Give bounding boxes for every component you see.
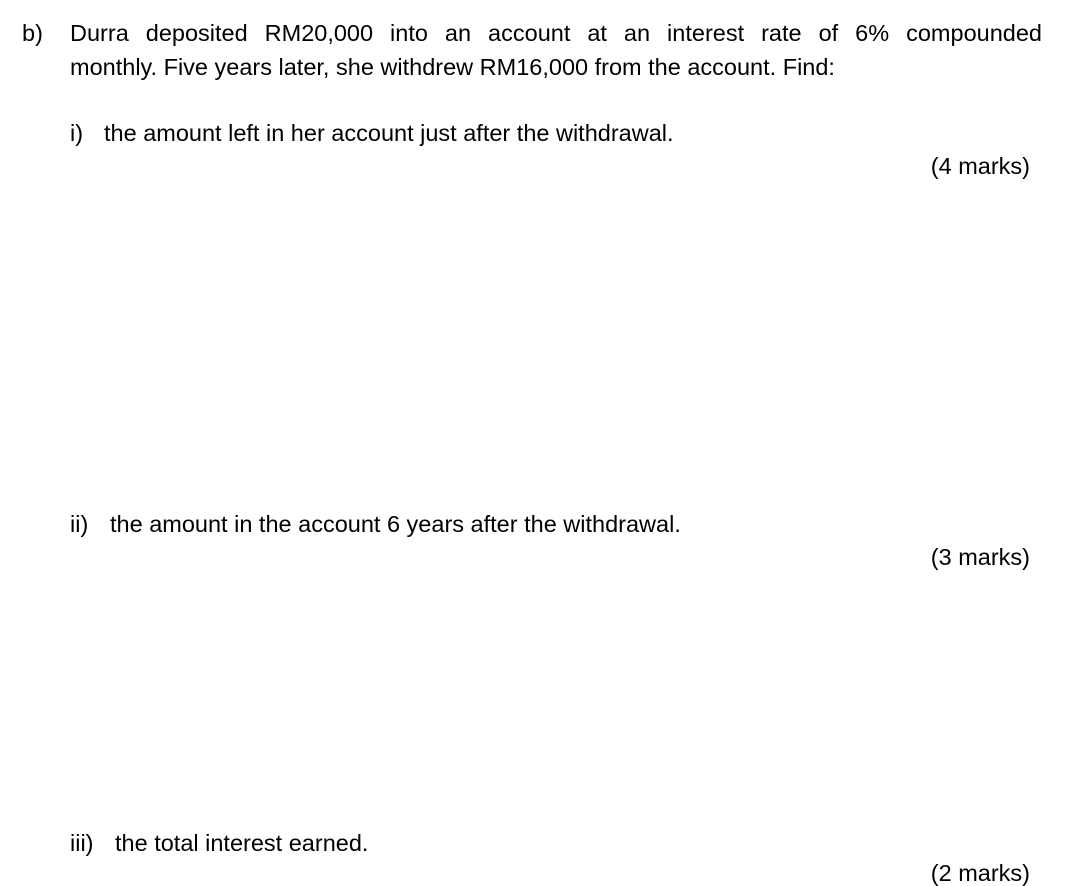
part-label: ii) [70,511,89,537]
part-text: the amount in the account 6 years after the withdrawal. [110,511,681,537]
part-label: iii) [70,830,94,856]
question-stem-line-2: monthly. Five years later, she withdrew RM16,000 from the account. Find: [70,54,835,80]
question-stem-line-1: Durra deposited RM20,000 into an account at an interest rate of 6% compounded [70,20,1042,46]
marks-label: (2 marks) [930,860,1030,886]
marks-label: (3 marks) [930,544,1030,570]
marks-label: (4 marks) [930,153,1030,179]
part-text: the amount left in her account just after the withdrawal. [104,120,674,146]
part-label: i) [70,120,84,146]
question-label: b) [22,20,43,46]
part-text: the total interest earned. [115,830,369,856]
